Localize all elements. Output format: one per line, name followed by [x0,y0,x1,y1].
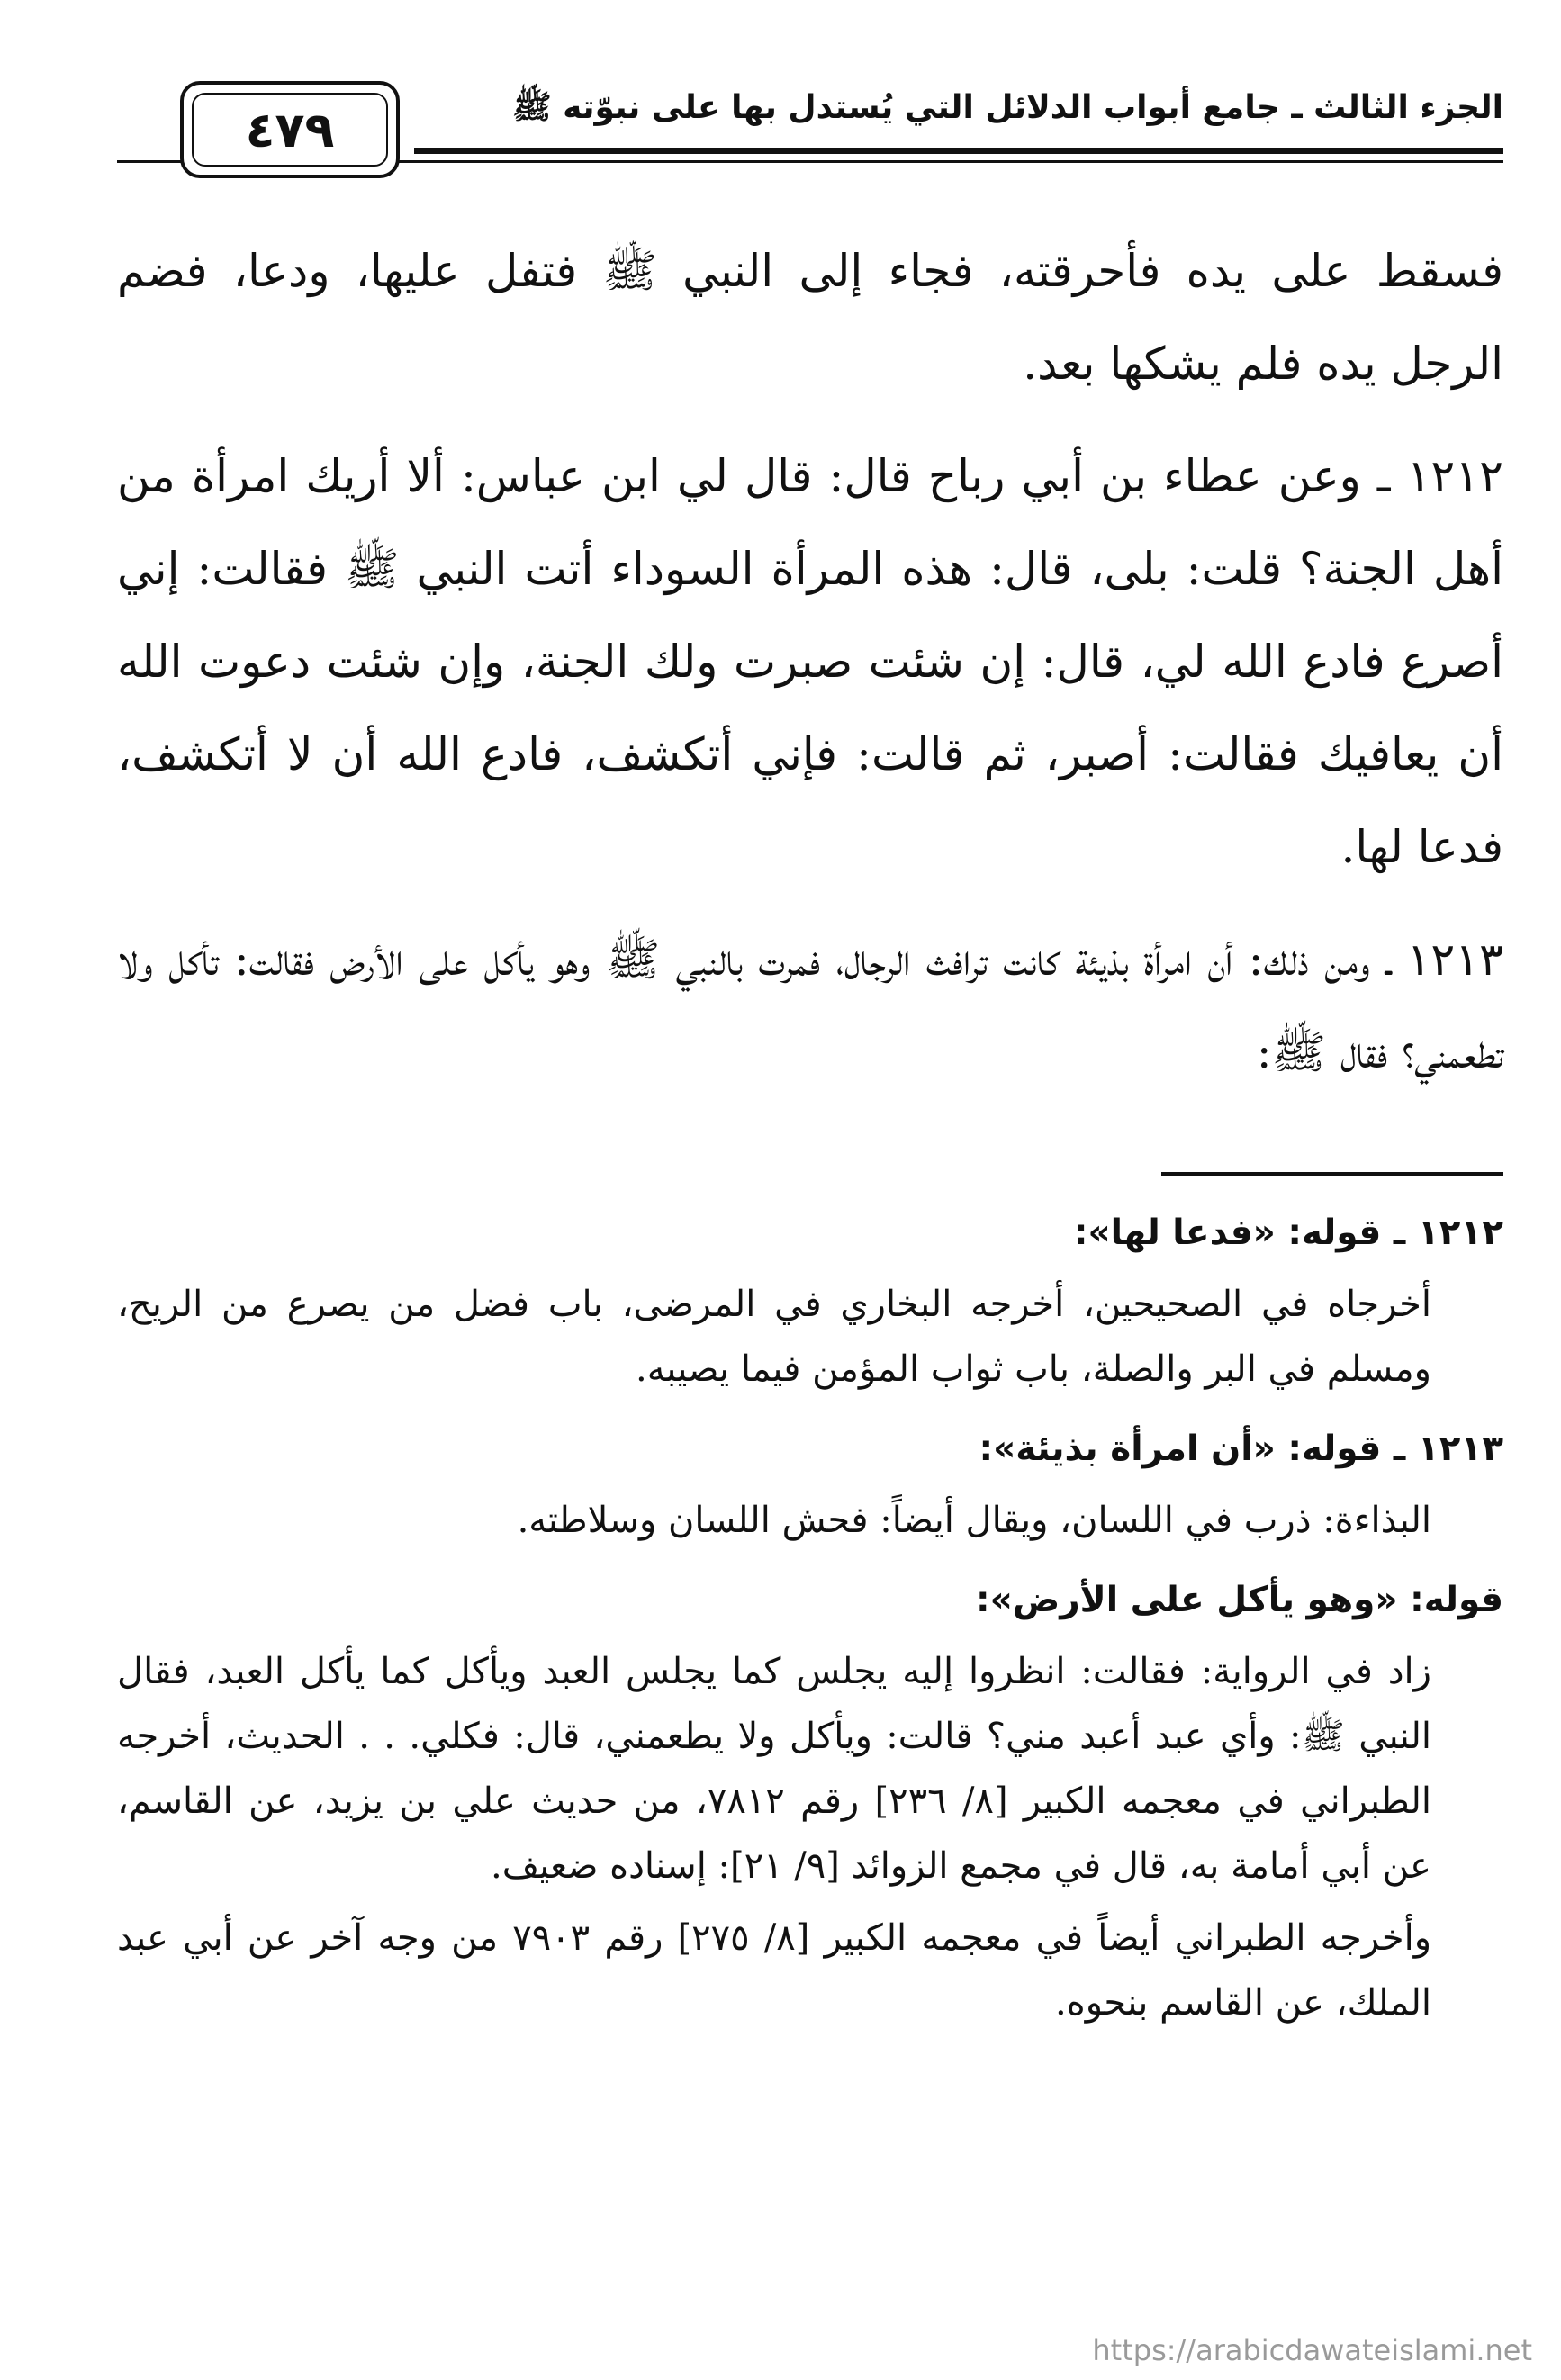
main-paragraph: فسقط على يده فأحرقته، فجاء إلى النبي ﷺ فتفل عليها، ودعا، فضم الرجل يده فلم يشكها بعد. [117,245,1503,390]
note-paragraph: البذاءة: ذرب في اللسان، ويقال أيضاً: فحش اللسان وسلاطته. [517,1500,1431,1541]
running-title: الجزء الثالث ـ جامع أبواب الدلائل التي يُستدل بها على نبوّته ﷺ [512,89,1503,126]
note-body [117,1488,1431,1553]
header-rule-thick [414,148,1503,154]
note-heading: ١٢١٢ ـ قوله: «فدعا لها»: [1073,1213,1503,1253]
footnote-separator [1161,1172,1503,1176]
main-paragraph: ١٢١٣ ـ ومن ذلك: أن امرأة بذيئة كانت ترافث الرجال، فمرت بالنبي ﷺ وهو يأكل على الأرض فقالت: تأكل ولا تطعمني؟ فقال ﷺ: [117,933,1503,1078]
note-paragraph: زاد في الرواية: فقالت: انظروا إليه يجلس كما يجلس العبد ويأكل كما يأكل العبد، فقال النبي ﷺ: وأي عبد أعبد مني؟ قالت: ويأكل ولا يطعمني، قال: فكلي. . . الحديث، أخرجه الطبراني في معجمه الكبير [٨/ ٢٣٦] رقم ٧٨١٢، من حديث علي بن يزيد، عن القاسم، عن أبي أمامة به، قال في مجمع الزوائد [٩/ ٢١]: إسناده ضعيف. [117,1651,1432,1887]
page-number-frame [180,81,400,178]
note-body [117,1272,1431,1402]
main-paragraph: ١٢١٢ ـ وعن عطاء بن أبي رباح قال: قال لي ابن عباس: ألا أريك امرأة من أهل الجنة؟ قلت: بلى، قال: هذه المرأة السوداء أتت النبي ﷺ فقالت: إني أصرع فادع الله لي، قال: إن شئت صبرت ولك الجنة، وإن شئت دعوت الله أن يعافيك فقالت: أصبر، ثم قالت: فإني أتكشف، فادع الله أن لا أتكشف، فدعا لها. [117,450,1503,873]
note-heading: قوله: «وهو يأكل على الأرض»: [975,1580,1503,1620]
note-paragraph: أخرجاه في الصحيحين، أخرجه البخاري في المرضى، باب فضل من يصرع من الريح، ومسلم في البر والصلة، باب ثواب المؤمن فيما يصيبه. [117,1284,1431,1390]
page-header [117,76,1503,193]
footnotes [117,1202,1503,2051]
note-body [117,1639,1431,2035]
note-paragraph: وأخرجه الطبراني أيضاً في معجمه الكبير [٨/ ٢٧٥] رقم ٧٩٠٣ من وجه آخر عن أبي عبد الملك، عن القاسم بنحوه. [117,1917,1432,2024]
watermark-url: https://arabicdawateislami.net [1092,2333,1532,2367]
page-number: ٤٧٩ [192,93,388,167]
main-text [117,225,1503,1099]
note-heading: ١٢١٣ ـ قوله: «أن امرأة بذيئة»: [979,1429,1503,1469]
